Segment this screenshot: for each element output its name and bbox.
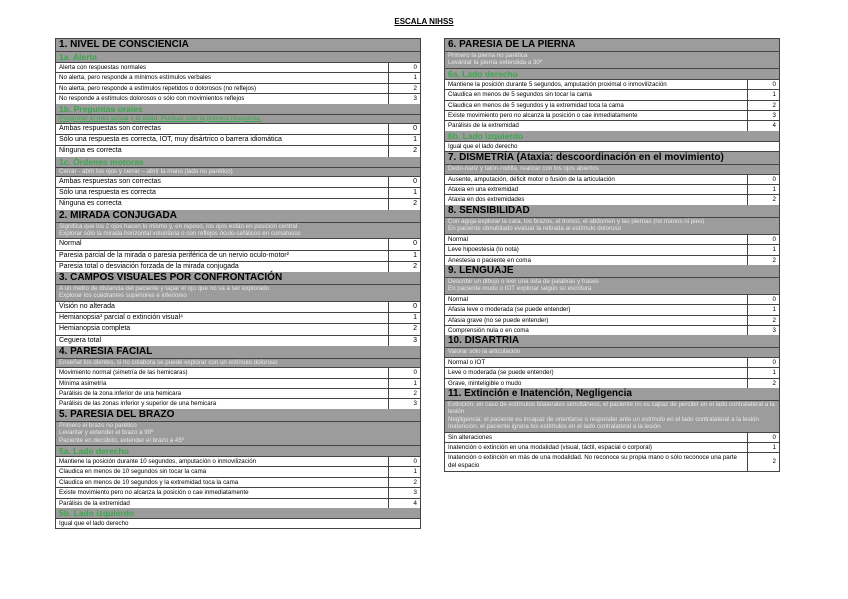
table-row <box>445 433 779 443</box>
row-text: Parálisis de las zonas inferior y superior de una hemicara <box>59 400 217 408</box>
row-text: Claudica en menos de 10 segundos y la extremidad toca la cama <box>59 478 239 486</box>
section-title: 10. DISARTRIA <box>445 335 779 348</box>
row-text: Paresia parcial de la mirada o paresia periférica de un nervio oculo-motor² <box>59 251 289 259</box>
table-row <box>56 478 420 488</box>
section-note <box>445 52 779 69</box>
table-row <box>56 499 420 508</box>
table-row <box>56 368 420 378</box>
row-score: 0 <box>747 235 779 244</box>
row-text: No alerta, pero responde a estímulos repetidos o dolorosos (no reflejos) <box>59 84 257 92</box>
table-row <box>445 305 779 315</box>
table-row <box>56 94 420 103</box>
row-score: 0 <box>747 358 779 367</box>
row-text: Parálisis de la extremidad <box>448 122 519 130</box>
row-text: Grave, ininteligible o mudo <box>448 379 522 387</box>
row-text: Existe movimiento pero no alcanza la posición o cae inmediatamente <box>59 489 249 497</box>
row-text: Anestesia o paciente en coma <box>448 256 531 264</box>
section-note <box>56 223 420 240</box>
row-text: Hemianopsia completa <box>59 325 131 333</box>
section-title: 2. MIRADA CONJUGADA <box>56 210 420 223</box>
row-text: Visión no alterada <box>59 302 115 310</box>
table-row <box>56 239 420 250</box>
row-score: 1 <box>388 135 420 145</box>
score-table <box>56 177 420 210</box>
row-text: Claudica en menos de 10 segundos sin tocar la cama <box>59 468 207 476</box>
row-text: Afasia grave (no se puede entender) <box>448 316 549 324</box>
row-text: Ambas respuestas son correctas <box>59 178 161 186</box>
table-row <box>56 324 420 335</box>
subsection-title: 6b. Lado izquierdo <box>445 131 779 142</box>
row-score: 0 <box>747 80 779 89</box>
row-text: Comprensión nula o en coma <box>448 326 529 334</box>
row-score: 1 <box>388 73 420 82</box>
section-note <box>445 401 779 433</box>
row-text: Leve o moderada (se puede entender) <box>448 369 554 377</box>
score-table <box>445 235 779 265</box>
row-score: 0 <box>388 177 420 187</box>
row-score: 2 <box>388 146 420 156</box>
row-text: Leve hipoestesia (lo nota) <box>448 246 519 254</box>
row-score: 3 <box>747 111 779 120</box>
section-note <box>445 218 779 235</box>
table-row <box>56 251 420 262</box>
row-score: 2 <box>747 453 779 470</box>
row-score: 0 <box>747 295 779 304</box>
table-row <box>56 389 420 399</box>
row-score: 1 <box>747 305 779 314</box>
row-text: Sólo una respuesta es correcta <box>59 189 156 197</box>
row-score: 0 <box>388 124 420 134</box>
table-row <box>445 235 779 245</box>
row-score: 0 <box>388 302 420 312</box>
table-row <box>445 379 779 388</box>
row-score: 3 <box>388 399 420 408</box>
row-score: 1 <box>747 90 779 99</box>
table-row <box>445 121 779 130</box>
section-note: Dedo-nariz y talón-rodilla, realizar con los ojos abiertos <box>445 165 779 174</box>
row-score: 3 <box>388 488 420 497</box>
row-text: Afasia leve o moderada (se puede entender) <box>448 306 571 314</box>
row-score: 1 <box>747 185 779 194</box>
row-text: Inatención o extinción en más de una modalidad. No reconoce su propia mano o sólo reconoce una parte del espacio <box>448 454 737 469</box>
row-text: No alerta, pero responde a mínimos estímulos verbales <box>59 74 212 82</box>
table-row <box>56 73 420 83</box>
row-text: Existe movimiento pero no alcanza la posición o cae inmediatamente <box>448 112 638 120</box>
left-column <box>55 38 421 529</box>
table-row <box>445 175 779 185</box>
row-score: 2 <box>388 199 420 209</box>
row-score: 0 <box>388 457 420 466</box>
row-score: 2 <box>388 478 420 487</box>
table-row <box>445 368 779 378</box>
row-text: Normal <box>448 235 468 243</box>
note-line: Explorar sólo la mirada horizontal voluntaria o con reflejos óculo-cefálicos en comatosos <box>59 230 301 238</box>
note-line: En paciente obnubilado evaluar la retirada al estímulo doloroso <box>448 225 622 233</box>
score-table <box>445 175 779 205</box>
table-row <box>445 326 779 335</box>
row-score: 2 <box>747 101 779 110</box>
section-title: 8. SENSIBILIDAD <box>445 205 779 218</box>
section-note <box>445 278 779 295</box>
note-line: Extinción: en caso de estímulos bilaterales simultáneos, el paciente no es capaz de percibir en el lado contralateral a la lesión <box>448 400 775 416</box>
subsection-title: 1a. Alerta <box>56 52 420 63</box>
table-row <box>56 135 420 146</box>
table-row <box>56 63 420 73</box>
table-row <box>56 467 420 477</box>
table-row <box>445 245 779 255</box>
section-note <box>56 285 420 302</box>
row-text: Claudica en menos de 5 segundos y la extremidad toca la cama <box>448 101 624 109</box>
note-line: Explorar los cuadrantes superiores e inferiores <box>59 292 187 300</box>
row-text: Igual que el lado derecho <box>59 519 129 527</box>
row-score: 1 <box>747 245 779 254</box>
score-table <box>445 433 779 471</box>
table-row <box>445 358 779 368</box>
table-row <box>56 336 420 346</box>
score-table <box>56 368 420 409</box>
row-text: No responde a estímulos dolorosos o sólo con movimientos reflejos <box>59 95 245 103</box>
row-score: 2 <box>747 379 779 388</box>
section-note: Valorar sólo la articulación <box>445 348 779 357</box>
score-table <box>56 457 420 508</box>
note-line: Levantar la pierna extendida a 30º <box>448 59 543 67</box>
row-score: 1 <box>388 188 420 198</box>
note-line: A un metro de distancia del paciente y tapar el ojo que no va a ser explorado <box>59 285 270 293</box>
row-score: 2 <box>747 195 779 204</box>
score-table <box>56 63 420 104</box>
row-score: 3 <box>388 94 420 103</box>
note-line: Inatención: el paciente ignora los estímulos en el lado contralateral a la lesión <box>448 423 661 431</box>
table-row <box>445 443 779 453</box>
table-row <box>445 142 779 152</box>
row-text: Hemianopsia³ parcial o extinción visual⁴ <box>59 314 184 322</box>
table-row <box>445 295 779 305</box>
note-line: Con aguja explorar la cara, los brazos, el tronco, el abdomen y las piernas (no manos ni pies) <box>448 217 705 225</box>
row-score: 3 <box>388 336 420 346</box>
section-title: 4. PARESIA FACIAL <box>56 346 420 359</box>
note-line: Primero el brazo no parético <box>59 421 137 429</box>
table-row <box>56 519 420 528</box>
note-line: Significa que los 2 ojos hacen lo mismo y, en reposo, los ojos están en posición central <box>59 222 298 230</box>
section-title: 5. PARESIA DEL BRAZO <box>56 409 420 422</box>
subsection-title: 5b. Lado izquierdo <box>56 508 420 519</box>
table-row <box>56 124 420 135</box>
note-line: En paciente mudo o IOT explorar según su escritura <box>448 285 592 293</box>
note-line: Describir un dibujo o leer una lista de palabras y frases <box>448 277 599 285</box>
score-table <box>56 302 420 346</box>
subsection-title: 1c. Órdenes motoras <box>56 157 420 168</box>
row-text: Movimiento normal (simetría de las hemicaras) <box>59 369 188 377</box>
table-row <box>445 185 779 195</box>
note-line: Paciente en decúbito, extender el brazo a 45º <box>59 436 185 444</box>
row-score: 2 <box>747 256 779 265</box>
row-score: 1 <box>388 251 420 261</box>
row-text: Sólo una respuesta es correcta, IOT, muy disártrico o barrera idiomática <box>59 136 282 144</box>
row-score: 4 <box>388 499 420 508</box>
row-score: 1 <box>747 443 779 452</box>
subsection-title: 6a. Lado derecho <box>445 69 779 80</box>
row-score: 1 <box>747 368 779 377</box>
score-table <box>56 239 420 272</box>
right-column <box>444 38 780 472</box>
row-score: 0 <box>747 175 779 184</box>
row-text: Ambas respuestas son correctas <box>59 125 161 133</box>
note-line: Negligencia: el paciente es incapaz de orientarse o responder ante un estímulo en el lado contralateral a la lesión <box>448 415 759 423</box>
row-text: Ceguera total <box>59 336 102 344</box>
section-title: 3. CAMPOS VISUALES POR CONFRONTACIÓN <box>56 272 420 285</box>
subsection-title: 5a. Lado derecho <box>56 446 420 457</box>
section-note <box>56 422 420 446</box>
row-text: Normal o IOT <box>448 358 486 366</box>
table-row <box>56 488 420 498</box>
table-row <box>445 195 779 204</box>
row-score: 2 <box>388 389 420 398</box>
note-line: Levantar y extender el brazo a 90º <box>59 429 154 437</box>
table-row <box>56 379 420 389</box>
section-title: 9. LENGUAJE <box>445 265 779 278</box>
row-text: Ninguna es correcta <box>59 200 122 208</box>
row-score: 2 <box>388 324 420 334</box>
note-line: Primero la pierna no parética <box>448 52 528 59</box>
row-score: 3 <box>747 326 779 335</box>
row-score: 1 <box>388 379 420 388</box>
table-row <box>56 399 420 408</box>
table-row <box>56 84 420 94</box>
row-text: Parálisis de la extremidad <box>59 499 130 507</box>
row-score: 0 <box>388 368 420 377</box>
section-title: 7. DISMETRÍA (Ataxia: descoordinación en el movimiento) <box>445 152 779 165</box>
row-score: 0 <box>747 433 779 442</box>
table-row <box>56 262 420 272</box>
section-title: 6. PARESIA DE LA PIERNA <box>445 39 779 52</box>
score-table <box>445 295 779 336</box>
table-row <box>445 80 779 90</box>
row-text: Sin alteraciones <box>448 433 493 441</box>
row-score: 1 <box>388 313 420 323</box>
row-text: Paresia total o desviación forzada de la mirada conjugada <box>59 262 239 270</box>
row-text: Ataxia en dos extremidades <box>448 196 525 204</box>
page-title: ESCALA NIHSS <box>394 17 454 26</box>
row-text: Normal <box>448 295 468 303</box>
row-text: Claudica en menos de 5 segundos sin tocar la cama <box>448 91 592 99</box>
table-row <box>445 256 779 265</box>
row-score: 4 <box>747 121 779 130</box>
row-score: 1 <box>388 467 420 476</box>
row-text: Ninguna es correcta <box>59 147 122 155</box>
row-text: Parálisis de la zona inferior de una hemicara <box>59 389 182 397</box>
table-row <box>445 101 779 111</box>
table-row <box>56 188 420 199</box>
table-row <box>445 90 779 100</box>
table-row <box>56 457 420 467</box>
table-row <box>56 313 420 324</box>
table-row <box>445 111 779 121</box>
row-score: 2 <box>388 262 420 272</box>
row-score: 0 <box>388 239 420 249</box>
row-score: 2 <box>747 316 779 325</box>
score-table <box>445 80 779 131</box>
section-note: Enseñar los dientes, si no colabora se puede explorar con un estímulo doloroso <box>56 359 420 368</box>
row-text: Mantiene la posición durante 10 segundos, amputación o inmovilización <box>59 457 257 465</box>
row-text: Igual que el lado derecho <box>448 142 518 150</box>
row-text: Inatención o extinción en una modalidad (visual, táctil, espacial o corporal) <box>448 444 652 451</box>
score-table <box>445 358 779 388</box>
table-row <box>56 146 420 156</box>
section-title: 11. Extinción e Inatención, Negligencia <box>445 388 779 401</box>
row-text: Ausente, amputación, déficit motor o fusión de la articulación <box>448 175 615 183</box>
score-table <box>56 124 420 157</box>
table-row <box>56 177 420 188</box>
section-note: Preguntar el mes actual y la edad. Puntuar sólo la primera respuesta. <box>56 115 420 124</box>
table-row <box>445 316 779 326</box>
row-text: Mantiene la posición durante 5 segundos, amputación proximal o inmovilización <box>448 80 667 88</box>
subsection-title: 1b. Preguntas orales <box>56 104 420 115</box>
row-text: Normal <box>59 240 82 248</box>
section-note: Cerrar - abrir los ojos y cerrar – abrir la mano (lado no parético) <box>56 168 420 177</box>
row-score: 0 <box>388 63 420 72</box>
table-row <box>445 453 779 470</box>
section-title: 1. NIVEL DE CONSCIENCIA <box>56 39 420 52</box>
row-text: Ataxia en una extremidad <box>448 186 519 194</box>
row-text: Alerta con respuestas normales <box>59 64 147 71</box>
row-text: Mínima asimetría <box>59 379 107 387</box>
row-score: 2 <box>388 84 420 93</box>
table-row <box>56 302 420 313</box>
table-row <box>56 199 420 209</box>
